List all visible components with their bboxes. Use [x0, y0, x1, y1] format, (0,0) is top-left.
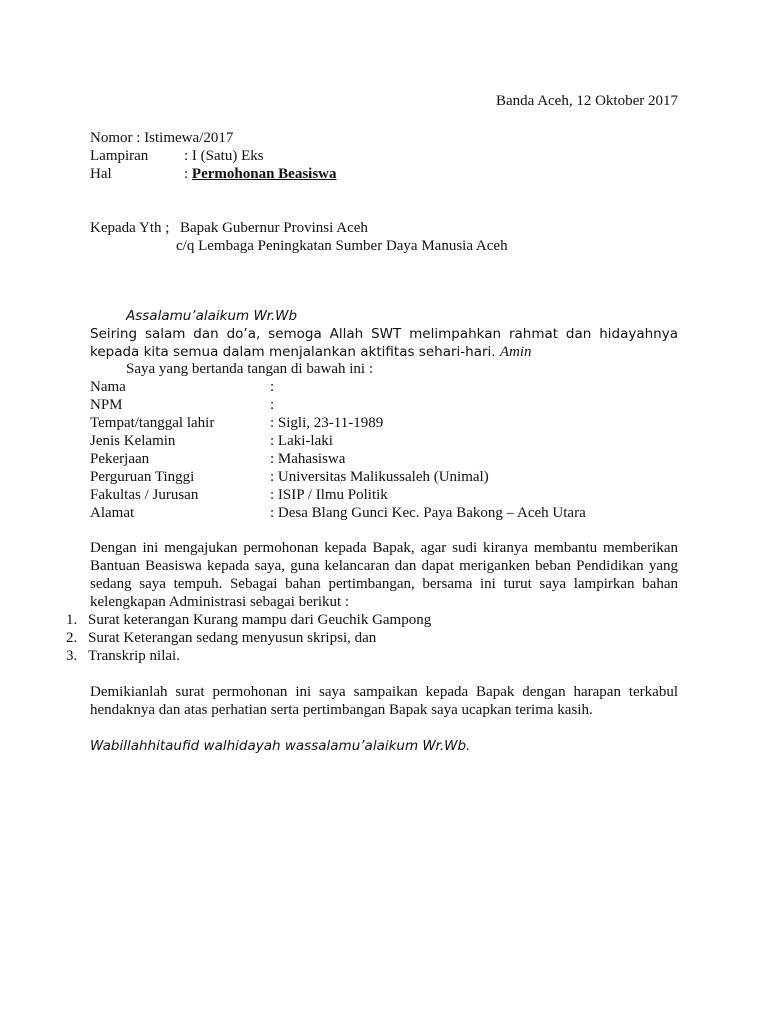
- closing-paragraph: Demikianlah surat permohonan ini saya sampaikan kepada Bapak dengan harapan terkabul hendaknya dan atas perhatian serta pertimbangan Bapak saya ucapkan terima kasih.: [90, 684, 678, 718]
- field-value: : ISIP / Ilmu Politik: [270, 487, 388, 503]
- recipient-line-2: c/q Lembaga Peningkatan Sumber Daya Manusia Aceh: [176, 238, 508, 254]
- intro-paragraph: [90, 325, 678, 361]
- intro-text: Seiring salam dan do’a, semoga Allah SWT melimpahkan rahmat dan hidayahnya kepada kita semua dalam menjalankan aktifitas sehari-hari.: [90, 326, 678, 360]
- recipient-line-1: Bapak Gubernur Provinsi Aceh: [180, 220, 368, 236]
- field-value: : Mahasiswa: [270, 451, 346, 467]
- intro-amin: Amin: [499, 344, 532, 360]
- field-row: [90, 378, 690, 396]
- nomor-line: Nomor : Istimewa/2017: [90, 130, 234, 146]
- field-value: : Laki-laki: [270, 433, 333, 449]
- request-paragraph: Dengan ini mengajukan permohonan kepada Bapak, agar sudi kiranya membantu memberikan Bantuan Beasiswa kepada saya, guna kelancaran dan dapat meriganken beban Pendidikan yang sedang saya tempuh. Sebagai bahan pertimbangan, bersama ini turut saya lampirkan bahan kelengkapan Administrasi sebagai berikut :: [90, 540, 678, 610]
- hal-label: Hal: [90, 166, 112, 182]
- place-date: Banda Aceh, 12 Oktober 2017: [495, 93, 678, 109]
- attachment-number: 3.: [66, 648, 78, 664]
- field-value: :: [270, 397, 275, 413]
- field-label: Nama: [90, 379, 126, 395]
- attachment-text: Surat keterangan Kurang mampu dari Geuchik Gampong: [88, 612, 432, 628]
- field-value: :: [270, 379, 275, 395]
- field-label: Tempat/tanggal lahir: [90, 415, 215, 431]
- field-label: Perguruan Tinggi: [90, 469, 195, 485]
- field-value: : Desa Blang Gunci Kec. Paya Bakong – Aceh Utara: [270, 505, 586, 521]
- closing-salam: Wabillahhitaufid walhidayah wassalamu’alaikum Wr.Wb.: [90, 738, 471, 754]
- field-label: Pekerjaan: [90, 451, 150, 467]
- greeting: Assalamu’alaikum Wr.Wb: [126, 308, 298, 324]
- attachment-number: 2.: [66, 630, 78, 646]
- attachment-number: 1.: [66, 612, 78, 628]
- field-value: : Universitas Malikussaleh (Unimal): [270, 469, 489, 485]
- field-row: [90, 504, 690, 522]
- signer-intro: Saya yang bertanda tangan di bawah ini :: [126, 361, 374, 377]
- field-label: Jenis Kelamin: [90, 433, 176, 449]
- field-value: : Sigli, 23-11-1989: [270, 415, 384, 431]
- field-row: [90, 450, 690, 468]
- field-row: [90, 432, 690, 450]
- lampiran-label: Lampiran: [90, 148, 149, 164]
- field-row: [90, 468, 690, 486]
- attachment-text: Transkrip nilai.: [88, 648, 180, 664]
- attachment-item: [66, 647, 180, 665]
- lampiran-value: : I (Satu) Eks: [184, 148, 264, 164]
- attachment-text: Surat Keterangan sedang menyusun skripsi, dan: [88, 630, 377, 646]
- attachment-item: [66, 611, 431, 629]
- field-label: Alamat: [90, 505, 135, 521]
- field-row: [90, 486, 690, 504]
- field-row: [90, 414, 690, 432]
- hal-value: [184, 165, 337, 183]
- field-row: [90, 396, 690, 414]
- subject-title: Permohonan Beasiswa: [191, 166, 337, 182]
- recipient-label: Kepada Yth ;: [90, 220, 170, 236]
- hal-colon: :: [184, 166, 189, 182]
- field-label: NPM: [90, 397, 123, 413]
- field-label: Fakultas / Jurusan: [90, 487, 199, 503]
- attachment-item: [66, 629, 376, 647]
